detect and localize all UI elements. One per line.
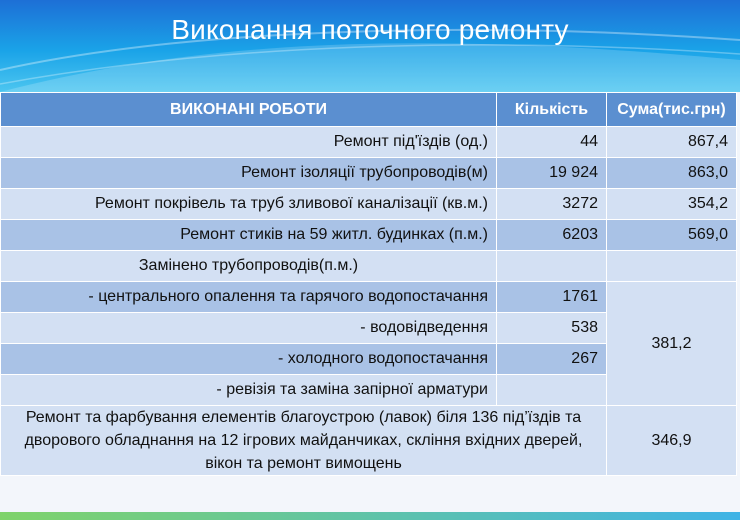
row-sum: 354,2 xyxy=(607,189,737,220)
replaced-item-quantity: 1761 xyxy=(497,282,607,313)
row-sum: 569,0 xyxy=(607,220,737,251)
header-quantity: Кількість xyxy=(497,93,607,127)
title-banner xyxy=(0,0,740,92)
replaced-sum: 381,2 xyxy=(607,282,737,406)
last-row-sum: 346,9 xyxy=(607,406,737,476)
table-row xyxy=(1,127,737,158)
header-sum: Сума(тис.грн) xyxy=(607,93,737,127)
replaced-heading-quantity xyxy=(497,251,607,282)
replaced-item-name: - ревізія та заміна запірної арматури xyxy=(1,375,497,406)
row-name: Ремонт покрівель та труб зливової каналізації (кв.м.) xyxy=(1,189,497,220)
table-row-last xyxy=(1,406,737,476)
header-works: ВИКОНАНІ РОБОТИ xyxy=(1,93,497,127)
replaced-item-quantity xyxy=(497,375,607,406)
replaced-item-quantity: 267 xyxy=(497,344,607,375)
replaced-item-name: - холодного водопостачання xyxy=(1,344,497,375)
row-quantity: 19 924 xyxy=(497,158,607,189)
replaced-heading-sum xyxy=(607,251,737,282)
row-sum: 863,0 xyxy=(607,158,737,189)
last-row-name: Ремонт та фарбування елементів благоустрою (лавок) біля 136 під’їздів та дворового обладнання на 12 ігрових майданчиках, скління вхідних дверей, вікон та ремонт вимощень xyxy=(1,406,607,476)
table-row xyxy=(1,158,737,189)
bottom-decoration-strip xyxy=(0,512,740,520)
table-row xyxy=(1,189,737,220)
row-name: Ремонт стиків на 59 житл. будинках (п.м.) xyxy=(1,220,497,251)
replaced-item-name: - центрального опалення та гарячого водопостачання xyxy=(1,282,497,313)
replaced-item-quantity: 538 xyxy=(497,313,607,344)
table-header-row xyxy=(1,93,737,127)
slide-title: Виконання поточного ремонту xyxy=(171,14,569,45)
row-name: Ремонт під'їздів (од.) xyxy=(1,127,497,158)
row-quantity: 44 xyxy=(497,127,607,158)
replaced-heading: Замінено трубопроводів(п.м.) xyxy=(1,251,497,282)
replaced-heading-row xyxy=(1,251,737,282)
replaced-item-name: - водовідведення xyxy=(1,313,497,344)
row-name: Ремонт ізоляції трубопроводів(м) xyxy=(1,158,497,189)
works-table xyxy=(0,92,737,476)
table-row xyxy=(1,282,737,313)
table-row xyxy=(1,220,737,251)
row-quantity: 3272 xyxy=(497,189,607,220)
row-sum: 867,4 xyxy=(607,127,737,158)
row-quantity: 6203 xyxy=(497,220,607,251)
